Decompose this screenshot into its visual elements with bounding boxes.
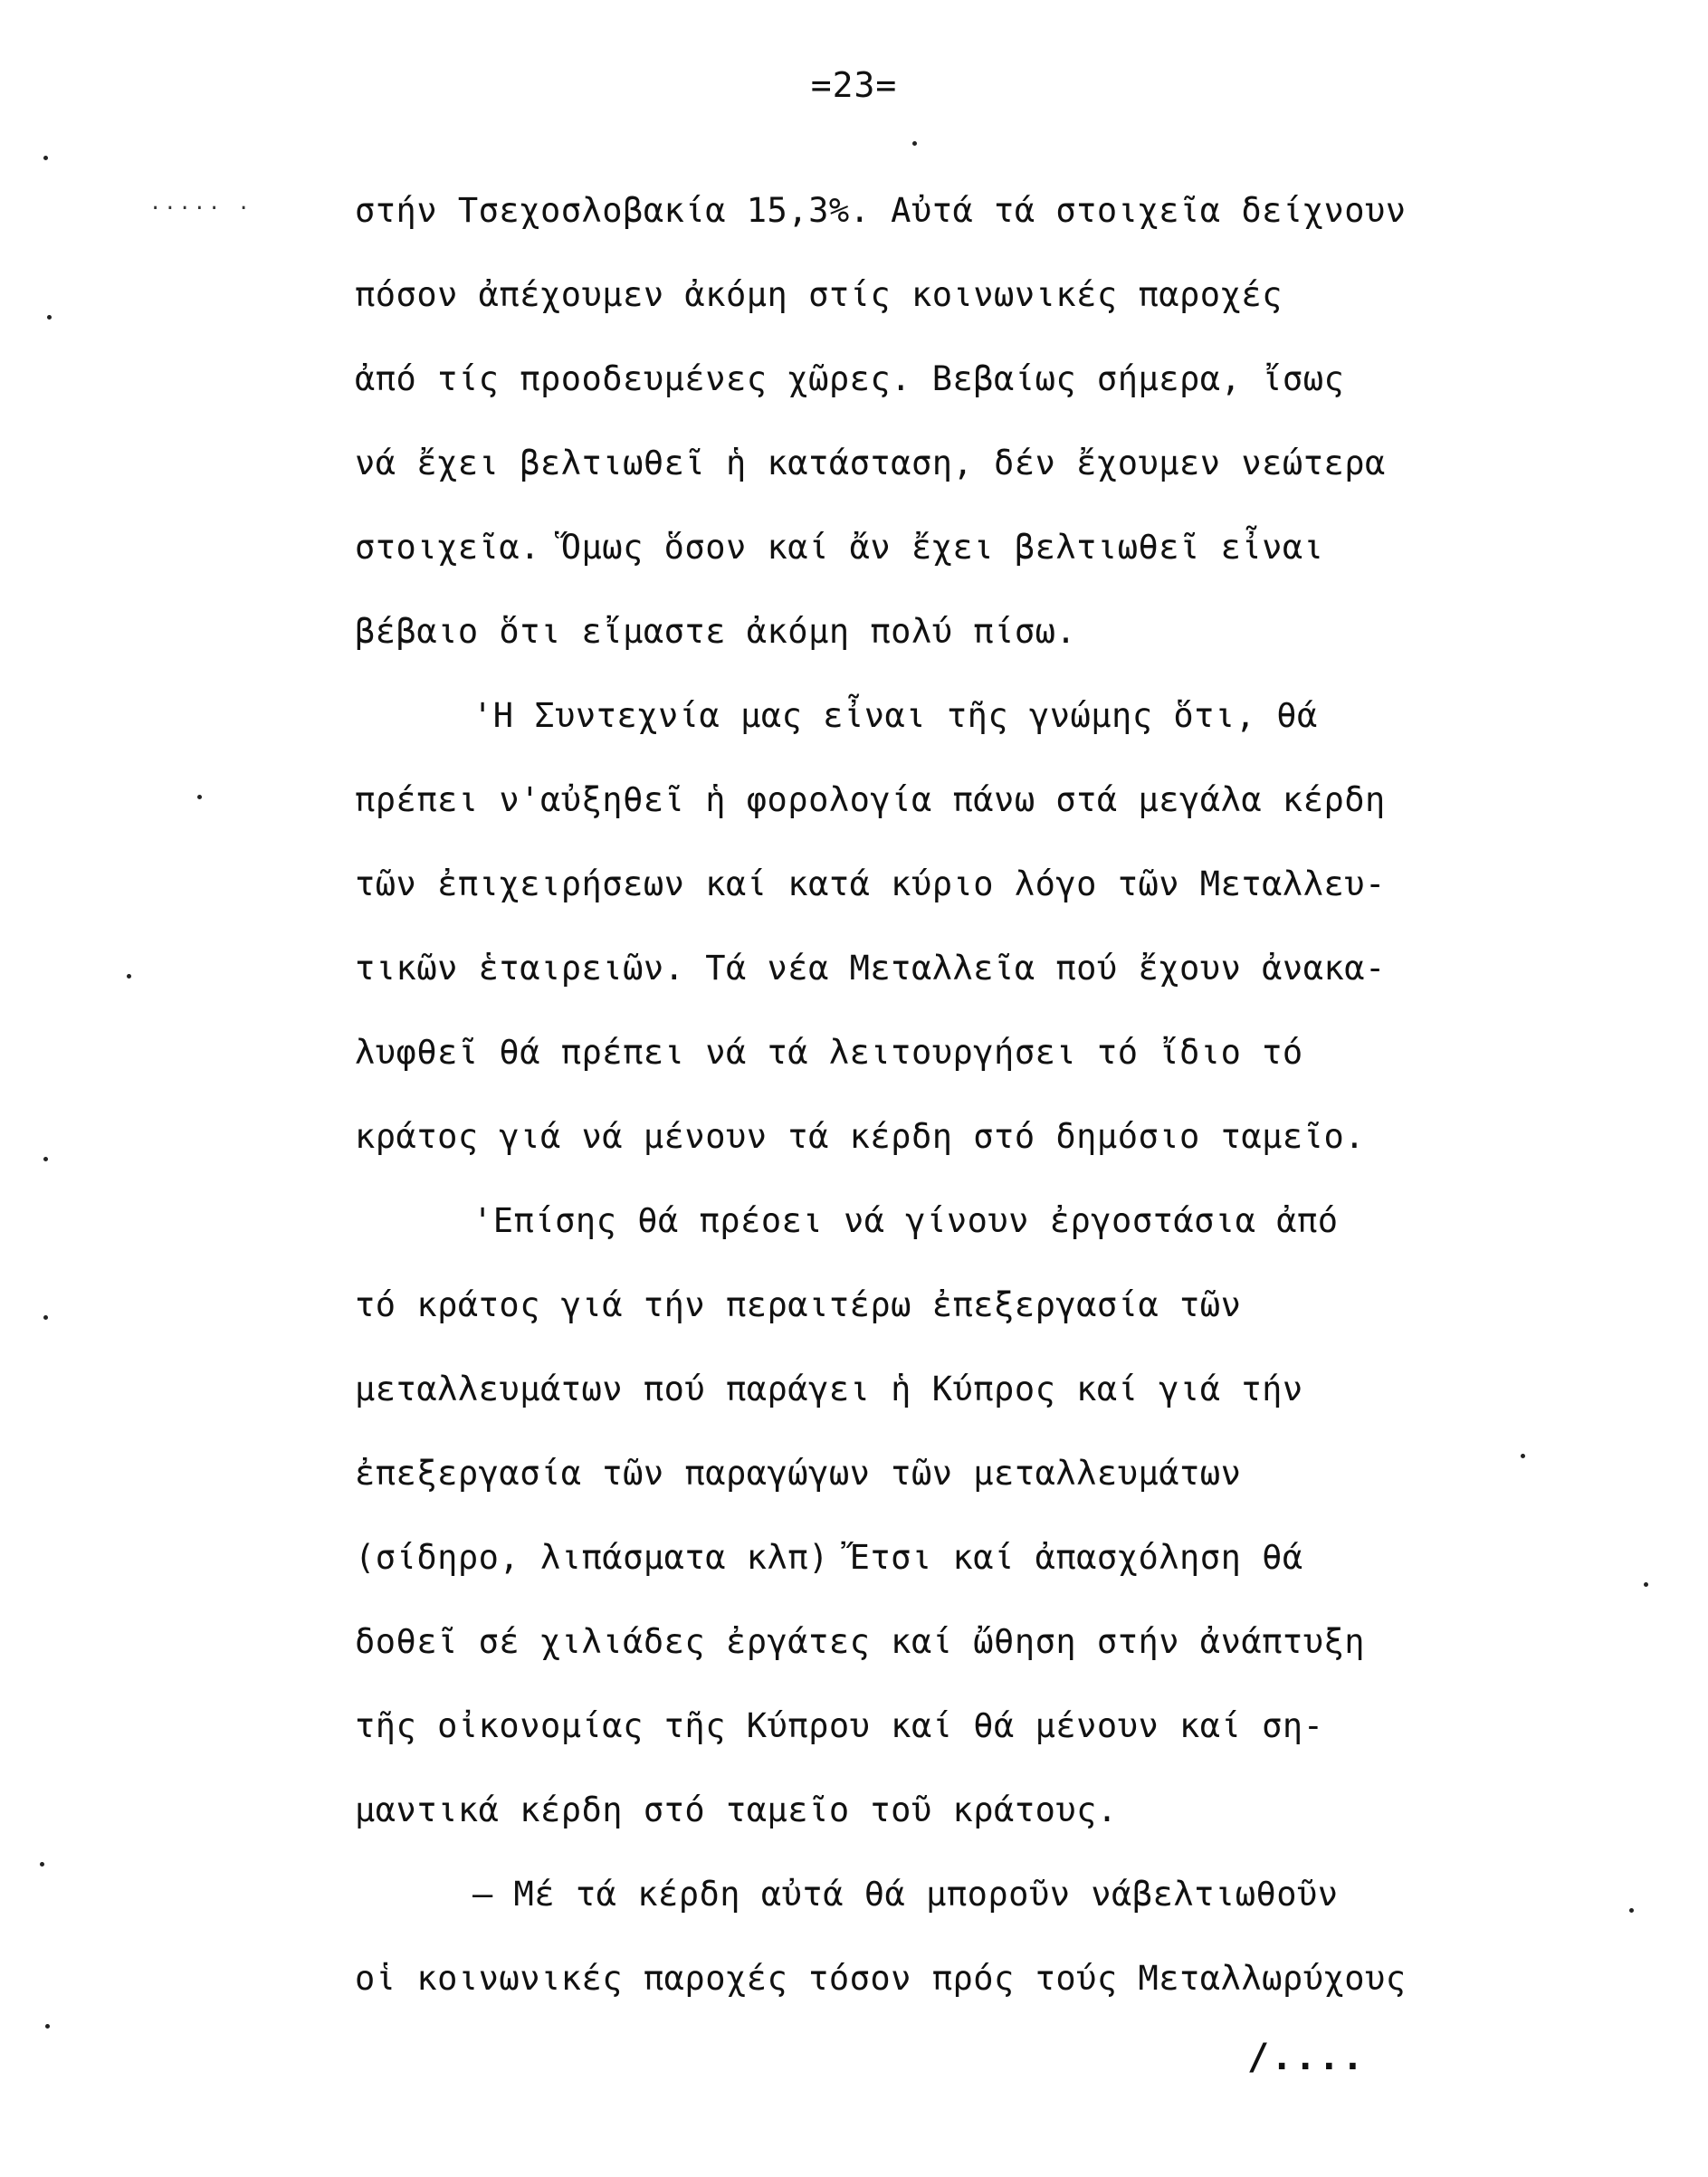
text-line: πόσον ἀπέχουμεν ἀκόμη στίς κοινωνικές παροχές xyxy=(355,275,1283,314)
text-line: πρέπει ν'αὐξηθεῖ ἡ φορολογία πάνω στά μεγάλα κέρδη xyxy=(355,780,1386,819)
text-line: λυφθεῖ θά πρέπει νά τά λειτουργήσει τό ἴδιο τό xyxy=(355,1033,1303,1072)
scan-speck xyxy=(43,1157,48,1161)
text-line: κράτος γιά νά μένουν τά κέρδη στό δημόσιο ταμεῖο. xyxy=(355,1117,1366,1156)
text-line: στήν Τσεχοσλοβακία 15,3%. Αὐτά τά στοιχεῖα δείχνουν xyxy=(355,191,1407,230)
text-line: βέβαιο ὅτι εἴμαστε ἀκόμη πολύ πίσω. xyxy=(355,612,1077,651)
text-line: τό κράτος γιά τήν περαιτέρω ἐπεξεργασία τῶν xyxy=(355,1285,1242,1324)
margin-dots: ..... . xyxy=(149,192,253,215)
text-line: τῶν ἐπιχειρήσεων καί κατά κύριο λόγο τῶν Μεταλλευ- xyxy=(355,864,1386,903)
scan-speck xyxy=(127,974,131,979)
text-line: τικῶν ἑταιρειῶν. Τά νέα Μεταλλεῖα πού ἔχουν ἀνακα- xyxy=(355,949,1386,988)
scan-speck xyxy=(912,141,917,146)
text-line: δοθεῖ σέ χιλιάδες ἐργάτες καί ὤθηση στήν ἀνάπτυξη xyxy=(355,1622,1366,1661)
document-body xyxy=(355,168,1550,2020)
scan-speck xyxy=(1629,1908,1634,1913)
scan-speck xyxy=(47,315,52,320)
scan-speck xyxy=(45,2024,50,2029)
text-line: (σίδηρο, λιπάσματα κλπ) Ἔτσι καί ἀπασχόληση θά xyxy=(355,1538,1303,1577)
continuation-mark: /.... xyxy=(1247,2037,1366,2078)
text-line: τῆς οἰκονομίας τῆς Κύπρου καί θά μένουν καί ση- xyxy=(355,1706,1324,1745)
text-line: στοιχεῖα. Ὅμως ὅσον καί ἄν ἔχει βελτιωθεῖ εἶναι xyxy=(355,528,1324,567)
scan-speck xyxy=(1521,1454,1525,1458)
page-number: =23= xyxy=(810,65,898,105)
text-line: μεταλλευμάτων πού παράγει ἡ Κύπρος καί γιά τήν xyxy=(355,1370,1303,1408)
scan-speck xyxy=(197,795,202,799)
text-line: ἀπό τίς προοδευμένες χῶρες. Βεβαίως σήμερα, ἴσως xyxy=(355,359,1345,398)
text-line: νά ἔχει βελτιωθεῖ ἡ κατάσταση, δέν ἔχουμεν νεώτερα xyxy=(355,444,1386,482)
paragraph-start-line: 'Η Συντεχνία μας εἶναι τῆς γνώμης ὅτι, θά xyxy=(472,696,1318,735)
scan-speck xyxy=(40,1862,44,1867)
scan-speck xyxy=(43,156,48,160)
paragraph-start-line: 'Επίσης θά πρέοει νά γίνουν ἐργοστάσια ἀπό xyxy=(472,1201,1339,1240)
scan-speck xyxy=(43,1315,48,1320)
text-line: οἱ κοινωνικές παροχές τόσον πρός τούς Μεταλλωρύχους xyxy=(355,1959,1407,1998)
scan-speck xyxy=(1644,1582,1648,1587)
text-line: μαντικά κέρδη στό ταμεῖο τοῦ κράτους. xyxy=(355,1790,1118,1829)
text-line: ἐπεξεργασία τῶν παραγώγων τῶν μεταλλευμάτων xyxy=(355,1454,1242,1493)
paragraph-start-line: – Μέ τά κέρδη αὐτά θά μποροῦν νάβελτιωθοῦν xyxy=(472,1875,1339,1914)
